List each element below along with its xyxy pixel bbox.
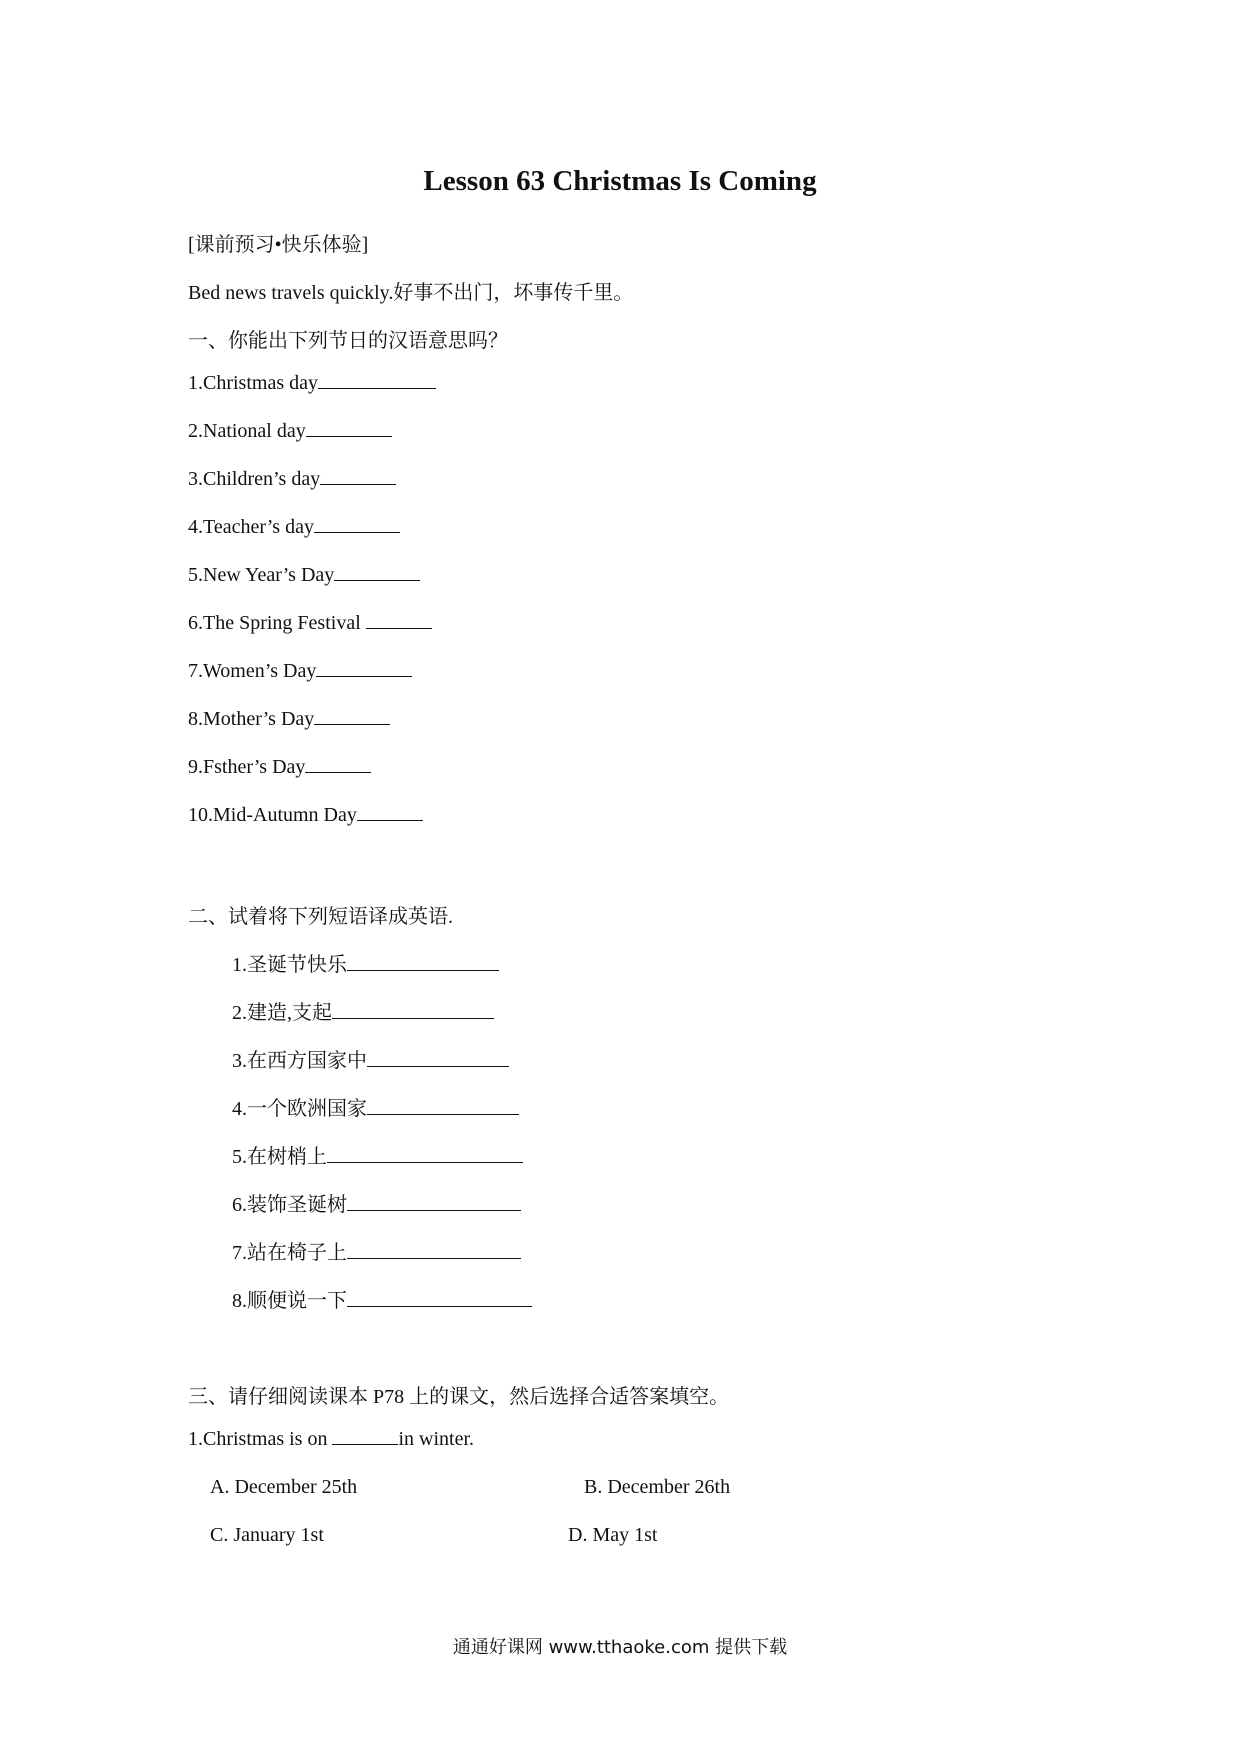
answer-blank[interactable]: [367, 1065, 509, 1067]
festival-item-label: 1.Christmas day: [188, 372, 318, 394]
festival-item: [188, 660, 412, 683]
phrase-item-label: 1.圣诞节快乐: [232, 954, 347, 976]
answer-blank[interactable]: [366, 627, 432, 629]
festival-item-label: 10.Mid-Autumn Day: [188, 804, 357, 826]
question-1-prefix: 1.Christmas is on: [188, 1428, 333, 1450]
festival-item-label: 7.Women’s Day: [188, 660, 317, 682]
phrase-item: [232, 948, 499, 977]
section1-heading: 一、你能出下列节日的汉语意思吗？: [188, 330, 508, 352]
answer-blank[interactable]: [357, 819, 423, 821]
answer-blank[interactable]: [347, 969, 499, 971]
preview-heading: [课前预习•快乐体验]: [188, 234, 369, 256]
phrase-item-label: 4.一个欧洲国家: [232, 1098, 367, 1120]
answer-blank[interactable]: [320, 483, 396, 485]
footer-credit: 通通好课网 www.tthaoke.com 提供下载: [452, 1637, 788, 1658]
festival-item: [188, 516, 400, 539]
answer-blank[interactable]: [347, 1209, 521, 1211]
option-c[interactable]: C. January 1st: [210, 1524, 324, 1546]
answer-blank[interactable]: [314, 723, 390, 725]
answer-blank[interactable]: [347, 1257, 521, 1259]
festival-item: [188, 612, 432, 635]
phrase-item-label: 7.站在椅子上: [232, 1242, 347, 1264]
phrase-item-label: 2.建造,支起: [232, 1002, 332, 1024]
answer-blank[interactable]: [327, 1161, 523, 1163]
festival-item: [188, 420, 392, 443]
festival-item-label: 2.National day: [188, 420, 306, 442]
proverb: Bed news travels quickly.好事不出门，坏事传千里。: [188, 282, 634, 304]
phrase-item: [232, 1188, 521, 1217]
phrase-item-label: 3.在西方国家中: [232, 1050, 367, 1072]
answer-blank[interactable]: [314, 531, 400, 533]
answer-blank[interactable]: [347, 1305, 532, 1307]
phrase-item: [232, 1140, 523, 1169]
section3-heading: 三、请仔细阅读课本 P78 上的课文，然后选择合适答案填空。: [188, 1386, 730, 1408]
answer-blank[interactable]: [367, 1113, 519, 1115]
festival-item: [188, 372, 436, 395]
option-a[interactable]: A. December 25th: [210, 1476, 358, 1498]
question-1-suffix: in winter.: [398, 1428, 474, 1450]
phrase-item: [232, 996, 494, 1025]
phrase-item: [232, 1236, 521, 1265]
festival-item-label: 3.Children’s day: [188, 468, 321, 490]
question-1: [188, 1428, 474, 1451]
phrase-item: [232, 1284, 532, 1313]
festival-item: [188, 708, 390, 731]
festival-item: [188, 804, 423, 827]
festival-item-label: 8.Mother’s Day: [188, 708, 315, 730]
festival-item-label: 4.Teacher’s day: [188, 516, 314, 538]
festival-item: [188, 468, 396, 491]
answer-blank[interactable]: [332, 1017, 494, 1019]
phrase-item-label: 6.装饰圣诞树: [232, 1194, 347, 1216]
phrase-item: [232, 1044, 509, 1073]
answer-blank[interactable]: [305, 771, 371, 773]
answer-blank[interactable]: [306, 435, 392, 437]
phrase-item: [232, 1092, 519, 1121]
option-d[interactable]: D. May 1st: [568, 1524, 658, 1546]
answer-blank[interactable]: [316, 675, 412, 677]
option-b[interactable]: B. December 26th: [584, 1476, 731, 1498]
festival-item-label: 9.Fsther’s Day: [188, 756, 306, 778]
phrase-item-label: 5.在树梢上: [232, 1146, 327, 1168]
festival-item: [188, 564, 420, 587]
answer-blank[interactable]: [332, 1443, 398, 1445]
festival-item-label: 6.The Spring Festival: [188, 612, 366, 634]
answer-blank[interactable]: [334, 579, 420, 581]
festival-item-label: 5.New Year’s Day: [188, 564, 335, 586]
answer-blank[interactable]: [318, 387, 436, 389]
phrase-item-label: 8.顺便说一下: [232, 1290, 347, 1312]
page-title: Lesson 63 Christmas Is Coming: [423, 165, 817, 197]
festival-item: [188, 756, 371, 779]
section2-heading: 二、试着将下列短语译成英语.: [188, 906, 453, 928]
